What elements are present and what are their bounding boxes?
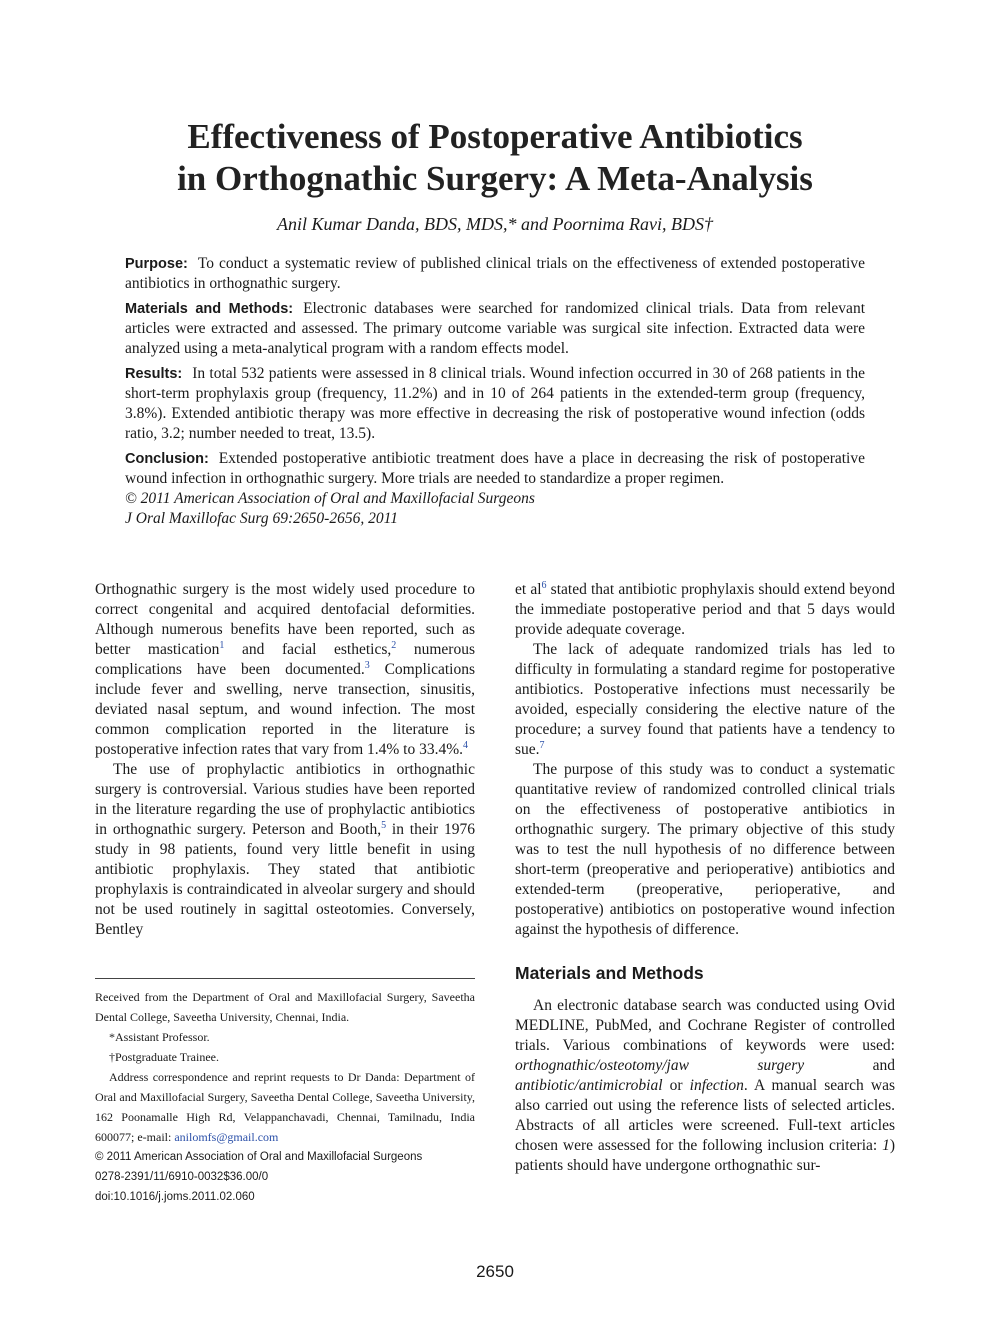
text-run: et al [515, 581, 542, 598]
footnote-received: Received from the Department of Oral and Maxillofacial Surgery, Saveetha Dental College, Saveetha University, Chennai, India. [95, 990, 475, 1024]
results-label: Results: [125, 366, 183, 382]
text-run: . A manual search was also carried out using the reference lists of selected articles. Abstracts of all articles were screened. Full-text articles chosen were assessed for the following inclusion criteria: [515, 1077, 895, 1154]
right-paragraph-3: The purpose of this study was to conduct a systematic quantitative review of randomized controlled clinical trials on the effectiveness of postoperative antibiotics in orthognathic surgery. The primary objective of this study was to test the null hypothesis of no difference between short-term (preoperative and perioperative) antibiotics and extended-term (preoperative, perioperative, and postoperative) antibiotics on postoperative wound infection against the hypothesis of difference. [515, 761, 895, 938]
results-text: In total 532 patients were assessed in 8 clinical trials. Wound infection occurred in 30 of 268 patients in the short-term prophylaxis group (frequency, 11.2%) and in 10 of 264 patients in the extended-term group (frequency, 3.8%). Extended antibiotic therapy was more effective in decreasing the risk of postoperative wound infection (odds ratio, 3.2; number needed to treat, 13.5). [125, 365, 865, 442]
reference-link[interactable]: 1 [219, 639, 225, 651]
right-paragraph-2 [515, 640, 895, 760]
reference-link[interactable]: 4 [463, 739, 469, 751]
footnote-address [95, 1067, 475, 1147]
conclusion-label: Conclusion: [125, 451, 209, 467]
methods-label: Materials and Methods: [125, 301, 294, 317]
abstract-purpose [125, 254, 865, 294]
text-run: Complications include fever and swelling, nerve transection, sinusitis, deviated nasal septum, and wound infection. The most common complication reported in the literature is postoperative infection rates that vary from 1.4% to 33.4%. [95, 661, 475, 758]
text-run: The use of prophylactic antibiotics in orthognathic surgery is controversial. Various studies have been reported in the literature regarding the use of prophylactic antibiotics in orthognathic surgery. Peterson and Booth, [95, 761, 475, 838]
text-run: The lack of adequate randomized trials has led to difficulty in formulating a standard regime for postoperative antibiotics. Postoperative infections must necessarily be avoided, especially considering the elective nature of the procedure; a survey found that patients have a tendency to sue. [515, 641, 895, 758]
title-line-2: in Orthognathic Surgery: A Meta-Analysis [177, 159, 813, 198]
authors: Anil Kumar Danda, BDS, MDS,* and Poornima Ravi, BDS† [277, 214, 713, 234]
text-run: or [662, 1077, 690, 1094]
address-text: Address correspondence and reprint requests to Dr Danda: Department of Oral and Maxillofacial Surgery, Saveetha Dental College, Saveetha University, 162 Poonamalle High Rd, Velappanchavadi, Chennai, Tamilnadu, India 600077; e-mail: [95, 1070, 475, 1144]
left-paragraph-2 [95, 760, 475, 940]
right-column [515, 580, 895, 1176]
title-line-1: Effectiveness of Postoperative Antibiotics [187, 117, 803, 156]
footnote-divider [95, 978, 475, 979]
reference-link[interactable]: 2 [391, 639, 397, 651]
keyword: antibiotic/antimicrobial [515, 1077, 663, 1094]
footnotes [95, 987, 475, 1207]
reference-link[interactable]: 7 [539, 739, 545, 751]
section-heading: Materials and Methods [515, 963, 704, 983]
text-run: and [804, 1057, 895, 1074]
text-run: in their 1976 study in 98 patients, found very little benefit in using antibiotic prophylaxis. They stated that antibiotic prophylaxis is contraindicated in alveolar surgery and should not be used routinely in sagittal osteotomies. Conversely, Bentley [95, 821, 476, 938]
text-run: ) patients should have undergone orthognathic sur- [515, 1137, 895, 1174]
email-link[interactable]: anilomfs@gmail.com [174, 1130, 279, 1144]
abstract-methods [125, 299, 865, 359]
abstract-results [125, 364, 865, 444]
text-run: An electronic database search was conducted using Ovid MEDLINE, PubMed, and Cochrane Register of controlled trials. Various combinations of keywords were used: [515, 997, 895, 1054]
left-paragraph-1 [95, 580, 475, 760]
right-paragraph-4 [515, 996, 895, 1176]
text-run: Orthognathic surgery is the most widely used procedure to correct congenital and acquired dentofacial deformities. Although numerous benefits have been reported, such as better mastication [95, 581, 475, 658]
footnote-issn: 0278-2391/11/6910-0032$36.00/0 [95, 1171, 269, 1183]
left-column [95, 580, 475, 940]
footnote-trainee: †Postgraduate Trainee. [109, 1050, 219, 1064]
reference-link[interactable]: 6 [541, 579, 547, 591]
page-number: 2650 [476, 1262, 514, 1281]
article-title [60, 116, 930, 200]
abstract-copyright: © 2011 American Association of Oral and Maxillofacial Surgeons [125, 490, 535, 507]
footnote-copyright: © 2011 American Association of Oral and Maxillofacial Surgeons [95, 1151, 423, 1163]
abstract [125, 254, 865, 529]
keyword: infection [689, 1077, 744, 1094]
footnote-doi: doi:10.1016/j.joms.2011.02.060 [95, 1191, 255, 1203]
abstract-citation: J Oral Maxillofac Surg 69:2650-2656, 2011 [125, 510, 398, 527]
footnote-assistant: *Assistant Professor. [109, 1030, 210, 1044]
keyword: orthognathic/osteotomy/jaw surgery [515, 1057, 805, 1074]
abstract-conclusion [125, 449, 865, 489]
text-run: stated that antibiotic prophylaxis should extend beyond the immediate postoperative period and that 5 days would provide adequate coverage. [515, 581, 895, 638]
purpose-text: To conduct a systematic review of published clinical trials on the effectiveness of extended postoperative antibiotics in orthognathic surgery. [125, 255, 865, 292]
text-run: and facial esthetics, [224, 641, 392, 658]
reference-link[interactable]: 5 [381, 819, 387, 831]
criterion-number: 1 [882, 1137, 890, 1154]
text-run: numerous complications have been documented. [95, 641, 475, 678]
methods-text: Electronic databases were searched for randomized clinical trials. Data from relevant articles were extracted and assessed. The primary outcome variable was surgical site infection. Extracted data were analyzed using a meta-analytical program with a random effects model. [125, 300, 865, 357]
right-paragraph-1 [515, 580, 895, 640]
reference-link[interactable]: 3 [364, 659, 370, 671]
purpose-label: Purpose: [125, 256, 188, 272]
conclusion-text: Extended postoperative antibiotic treatment does have a place in decreasing the risk of postoperative wound infection in orthognathic surgery. More trials are needed to standardize a proper regimen. [125, 450, 865, 487]
